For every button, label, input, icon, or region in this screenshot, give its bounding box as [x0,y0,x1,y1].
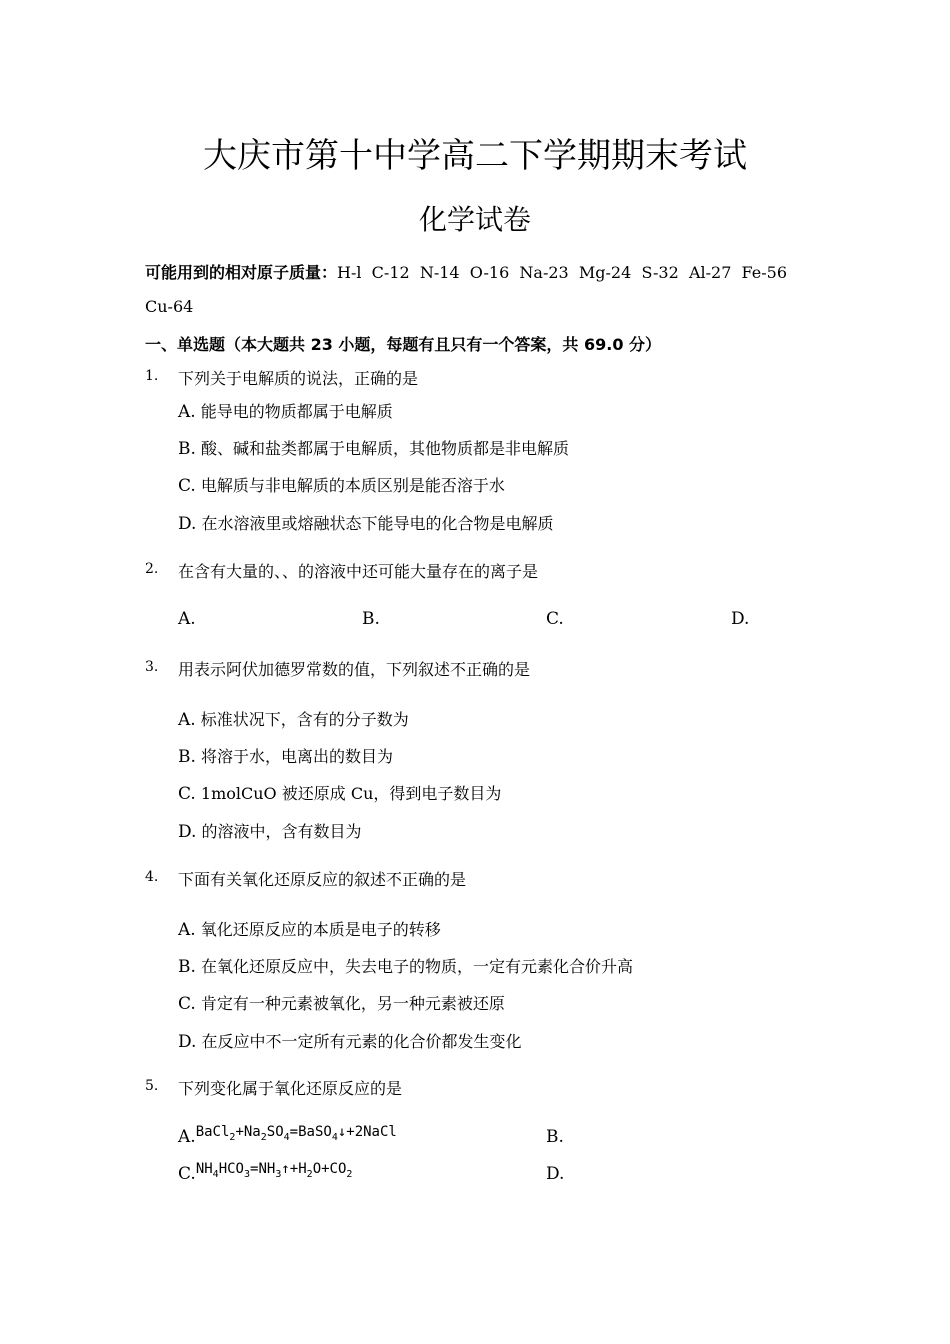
option-letter: D. [731,609,750,629]
option-text: 电解质与非电解质的本质区别是能否溶于水 [200,476,505,495]
question-number: 4. [145,869,159,885]
option-a[interactable] [178,917,441,940]
option-c[interactable] [178,1161,353,1186]
option-text: 在水溶液里或熔融状态下能导电的化合物是电解质 [201,514,554,533]
chemical-equation: $BaCl_2+Na_2SO_4=BaSO_4↓+2NaCl$ [195,1124,397,1143]
option-b[interactable] [178,744,393,767]
question-stem: 下列关于电解质的说法，正确的是 [178,369,419,388]
option-letter: C. [178,476,196,496]
option-a[interactable] [178,707,409,730]
option-a[interactable] [178,1124,397,1149]
question-number: 5. [145,1078,159,1094]
option-letter: A. [178,402,196,422]
question-number: 2. [145,561,159,577]
option-d[interactable] [178,511,554,534]
option-a[interactable] [178,399,393,422]
option-letter: A. [178,920,196,940]
option-b[interactable] [178,436,569,459]
question-stem: 下面有关氧化还原反应的叙述不正确的是 [178,870,467,889]
option-text: 在反应中不一定所有元素的化合价都发生变化 [201,1032,522,1051]
option-c[interactable] [178,473,505,496]
exam-subtitle: 化学试卷 [418,203,531,236]
option-b[interactable] [178,954,633,977]
option-letter: D. [546,1164,565,1184]
option-d[interactable] [178,819,362,842]
question-stem: 在含有大量的、、的溶液中还可能大量存在的离子是 [178,562,539,581]
atomic-mass-line [145,260,787,283]
question-stem: 用表示阿伏加德罗常数的值，下列叙述不正确的是 [178,660,531,679]
option-text: 1molCuO 被还原成 Cu，得到电子数目为 [200,784,502,803]
section-heading-suffix: 分） [623,335,662,354]
section-heading [145,332,661,355]
option-text: 标准状况下，含有的分子数为 [200,710,409,729]
chemical-equation: $NH_4HCO_3=NH_3↑+H_2O+CO_2$ [195,1161,353,1180]
option-d[interactable] [178,1029,522,1052]
option-b[interactable] [362,609,380,629]
option-text: 酸、碱和盐类都属于电解质，其他物质都是非电解质 [201,439,570,458]
option-letter: B. [178,747,196,767]
option-letter: A. [178,710,196,730]
option-b[interactable] [546,1127,564,1147]
option-c[interactable] [178,991,505,1014]
option-d[interactable] [731,609,749,629]
question-stem: 下列变化属于氧化还原反应的是 [178,1079,403,1098]
option-text: 能导电的物质都属于电解质 [200,402,393,421]
section-heading-prefix: 一、单选题（本大题共 [145,335,311,354]
option-a[interactable] [178,609,196,629]
option-letter: D. [178,1032,197,1052]
option-letter: C. [178,1164,196,1184]
option-letter: A. [178,609,196,629]
option-c[interactable] [546,609,564,629]
option-text: 在氧化还原反应中，失去电子的物质，一定有元素化合价升高 [201,957,634,976]
question-count: 23 [310,335,333,354]
exam-title: 大庆市第十中学高二下学期期末考试 [203,136,747,176]
option-letter: D. [178,822,197,842]
option-text: 肯定有一种元素被氧化，另一种元素被还原 [200,994,505,1013]
option-letter: B. [178,439,196,459]
option-letter: A. [178,1127,196,1147]
atomic-mass-values-cont: Cu-64 [145,297,194,316]
option-text: 将溶于水，电离出的数目为 [201,747,394,766]
section-heading-mid: 小题，每题有且只有一个答案，共 [332,335,584,354]
option-letter: C. [546,609,564,629]
option-c[interactable] [178,781,501,804]
question-number: 3. [145,659,159,675]
total-score: 69.0 [584,335,624,354]
option-letter: D. [178,514,197,534]
option-text: 的溶液中，含有数目为 [201,822,362,841]
option-letter: B. [362,609,380,629]
question-number: 1. [145,368,159,384]
option-letter: C. [178,784,196,804]
atomic-mass-values: H-l C-12 N-14 O-16 Na-23 Mg-24 S-32 Al-27 Fe-56 [337,263,788,282]
option-d[interactable] [546,1164,564,1184]
option-letter: B. [178,957,196,977]
option-letter: B. [546,1127,564,1147]
atomic-mass-label: 可能用到的相对原子质量： [145,263,338,282]
option-text: 氧化还原反应的本质是电子的转移 [200,920,441,939]
option-letter: C. [178,994,196,1014]
